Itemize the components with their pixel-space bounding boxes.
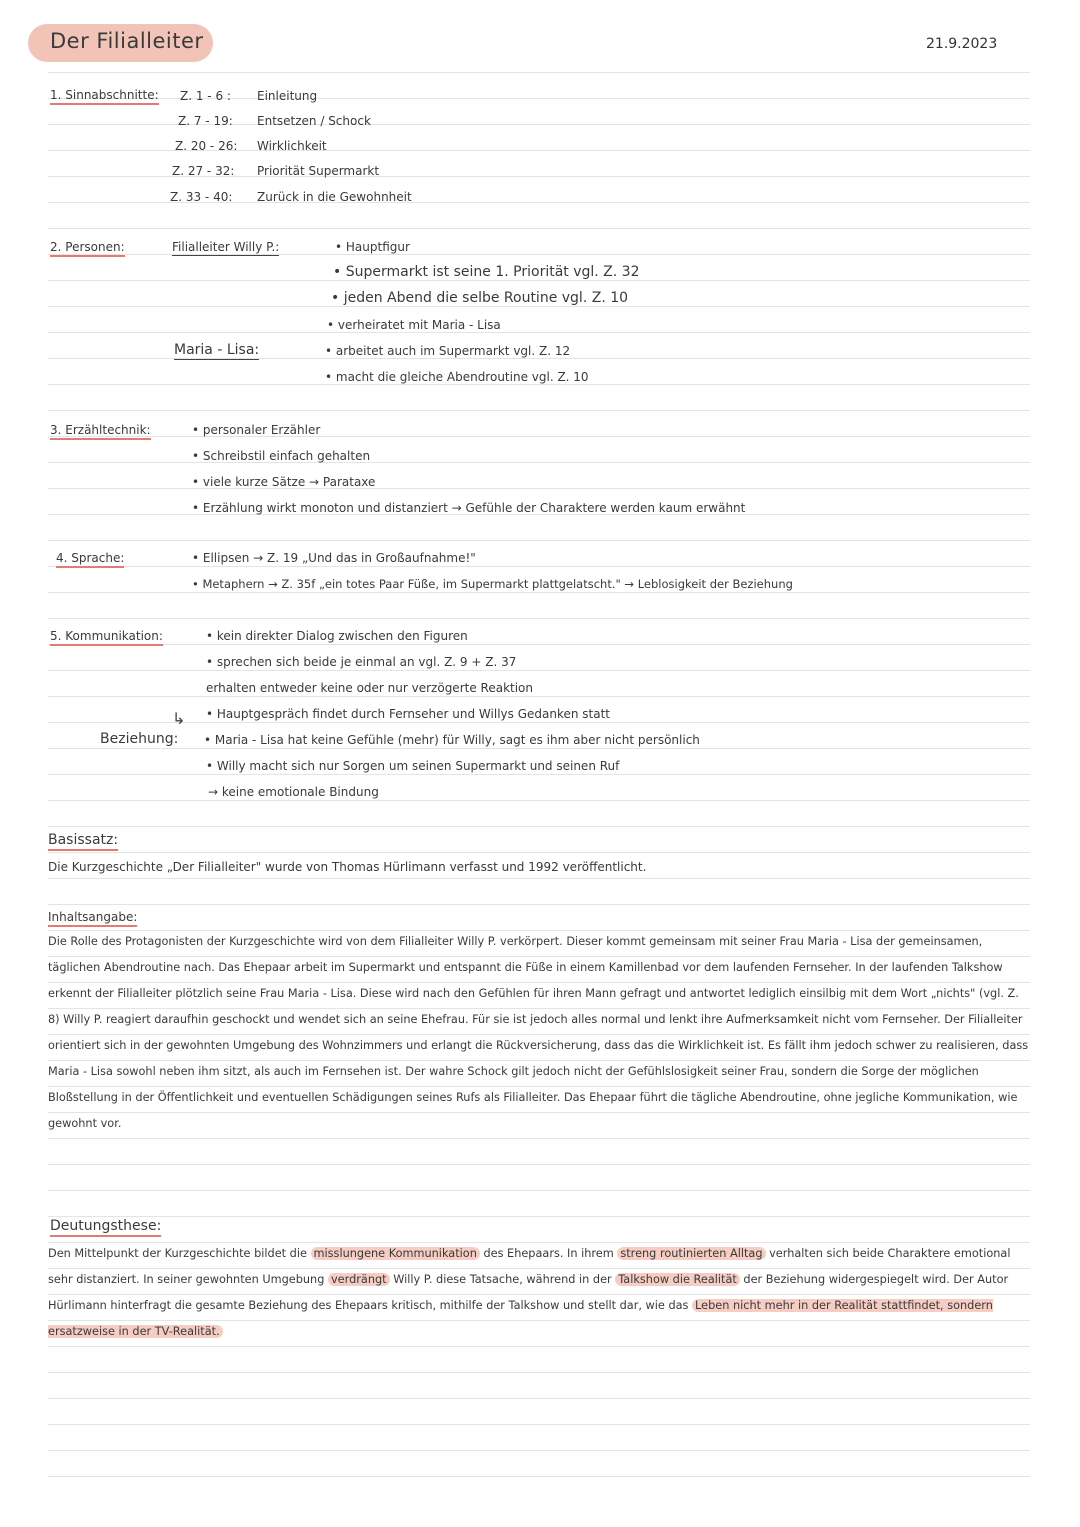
section-label-kommunikation: 5. Kommunikation: xyxy=(50,629,163,646)
sinn-range: Z. 1 - 6 : xyxy=(180,89,231,103)
section-label-inhaltsangabe: Inhaltsangabe: xyxy=(48,910,137,927)
sinn-range: Z. 33 - 40: xyxy=(170,190,233,204)
sinn-text: Zurück in die Gewohnheit xyxy=(257,190,412,204)
willy-label: Filialleiter Willy P.: xyxy=(172,240,280,254)
inhaltsangabe-text: Die Rolle des Protagonisten der Kurzgeschichte wird von dem Filialleiter Willy P. verkörpert. Dieser kommt gemeinsam mit seiner Frau Maria - Lisa der gemeinsamen, täglichen Abendroutine nach. Das Ehepaar arbeit im Supermarkt und entspannt die Füße in einem Kamillenbad vor dem laufenden Fernseher. In der laufenden Talkshow erkennt der Filialleiter plötzlich seine Frau Maria - Lisa. Diese wird nach den Gefühlen für ihren Mann gefragt und antwortet lediglich einsilbig mit dem Wort „nichts" (vgl. Z. 8) Willy P. reagiert daraufhin geschockt und wendet sich an seine Ehefrau. Für sie ist jedoch alles normal und lenkt ihre Aufmerksamkeit nicht vom Fernseher. Der Filialleiter orientiert sich in der gewohnten Umgebung des Wohnzimmers und erlangt die Rückversicherung, dass das die Wirklichkeit ist. Es fällt ihm jedoch schwer zu realisieren, dass Maria - Lisa sowohl neben ihm sitzt, als auch im Fernsehen ist. Der wahre Schock gilt jedoch nicht der Gefühlslosigkeit seiner Frau, sondern die Sorge der möglichen Bloßstellung in der Öffentlichkeit und eventuellen Schädigungen seines Rufs als Filialleiter. Das Ehepaar führt die tägliche Abendroutine, ohne jegliche Kommunikation, wie gewohnt vor. xyxy=(48,935,1029,1130)
highlight-tv-realitaet: Leben nicht mehr in der Realität stattfindet, sondern ersatzweise in der TV-Realität. xyxy=(48,1299,993,1338)
section-label-deutungsthese: Deutungsthese: xyxy=(50,1218,161,1237)
maria-item: • macht die gleiche Abendroutine vgl. Z. 10 xyxy=(325,370,589,384)
sinn-text: Priorität Supermarkt xyxy=(257,164,380,178)
basissatz-text: Die Kurzgeschichte „Der Filialleiter" wurde von Thomas Hürlimann verfasst und 1992 veröffentlicht. xyxy=(48,860,647,874)
sinn-text: Wirklichkeit xyxy=(257,139,327,153)
sprache-item: • Ellipsen → Z. 19 „Und das in Großaufnahme!" xyxy=(192,551,476,565)
section-label-basissatz: Basissatz: xyxy=(48,832,118,851)
section-label-personen: 2. Personen: xyxy=(50,240,125,257)
erzaehl-item: • Schreibstil einfach gehalten xyxy=(192,449,371,463)
sinn-text: Entsetzen / Schock xyxy=(257,114,371,128)
sinn-text: Einleitung xyxy=(257,89,318,103)
page-date: 21.9.2023 xyxy=(926,36,998,52)
komm-item: • sprechen sich beide je einmal an vgl. Z. 9 + Z. 37 xyxy=(206,655,517,669)
willy-item: • jeden Abend die selbe Routine vgl. Z. 10 xyxy=(331,290,629,306)
komm-item: • kein direkter Dialog zwischen den Figuren xyxy=(206,629,468,643)
sinn-range: Z. 20 - 26: xyxy=(175,139,238,153)
section-label-sprache: 4. Sprache: xyxy=(56,551,124,568)
deutung-text: des Ehepaars. In ihrem xyxy=(483,1247,614,1260)
erzaehl-item: • Erzählung wirkt monoton und distanziert → Gefühle der Charaktere werden kaum erwähnt xyxy=(192,501,746,515)
section-label-sinnabschnitte: 1. Sinnabschnitte: xyxy=(50,88,159,105)
komm-item: erhalten entweder keine oder nur verzögerte Reaktion xyxy=(206,681,533,695)
highlight-verdraengt: verdrängt xyxy=(328,1273,390,1286)
sinn-range: Z. 27 - 32: xyxy=(172,164,235,178)
komm-item: • Maria - Lisa hat keine Gefühle (mehr) für Willy, sagt es ihm aber nicht persönlich xyxy=(204,733,700,747)
willy-item: • verheiratet mit Maria - Lisa xyxy=(327,318,501,332)
section-label-erzaehltechnik: 3. Erzähltechnik: xyxy=(50,423,151,440)
deutungsthese-text xyxy=(48,1241,1033,1345)
maria-label: Maria - Lisa: xyxy=(174,342,260,358)
bracket-arrow-icon: ↳ xyxy=(172,709,186,728)
erzaehl-item: • personaler Erzähler xyxy=(192,423,321,437)
komm-item: • Hauptgespräch findet durch Fernseher und Willys Gedanken statt xyxy=(206,707,611,721)
erzaehl-item: • viele kurze Sätze → Parataxe xyxy=(192,475,376,489)
willy-item: • Supermarkt ist seine 1. Priorität vgl. Z. 32 xyxy=(333,264,640,280)
sprache-item: • Metaphern → Z. 35f „ein totes Paar Füße, im Supermarkt plattgelatscht." → Leblosigkeit der Beziehung xyxy=(192,577,793,591)
komm-item: → keine emotionale Bindung xyxy=(208,785,379,799)
highlight-routinierter-alltag: streng routinierten Alltag xyxy=(617,1247,765,1260)
sinn-range: Z. 7 - 19: xyxy=(178,114,233,128)
willy-item: • Hauptfigur xyxy=(335,240,410,254)
maria-item: • arbeitet auch im Supermarkt vgl. Z. 12 xyxy=(325,344,571,358)
page-title: Der Filialleiter xyxy=(50,29,204,53)
deutung-text: der Beziehung widergespiegelt wird. Der Autor Hürlimann hinterfragt die gesamte Beziehung des Ehepaars kritisch, mithilfe der Talkshow und stellt dar, wie das xyxy=(48,1273,1009,1312)
komm-item: • Willy macht sich nur Sorgen um seinen Supermarkt und seinen Ruf xyxy=(206,759,620,773)
beziehung-label: Beziehung: xyxy=(100,731,179,747)
deutung-text: Willy P. diese Tatsache, während in der xyxy=(393,1273,612,1286)
highlight-talkshow-realitaet: Talkshow die Realität xyxy=(615,1273,740,1286)
deutung-text: Den Mittelpunkt der Kurzgeschichte bildet die xyxy=(48,1247,307,1260)
highlight-misslungene-kommunikation: misslungene Kommunikation xyxy=(311,1247,480,1260)
deutung-text: verhalten sich beide Charaktere emotional sehr distanziert. In seiner gewohnten Umgebung xyxy=(48,1247,1011,1286)
